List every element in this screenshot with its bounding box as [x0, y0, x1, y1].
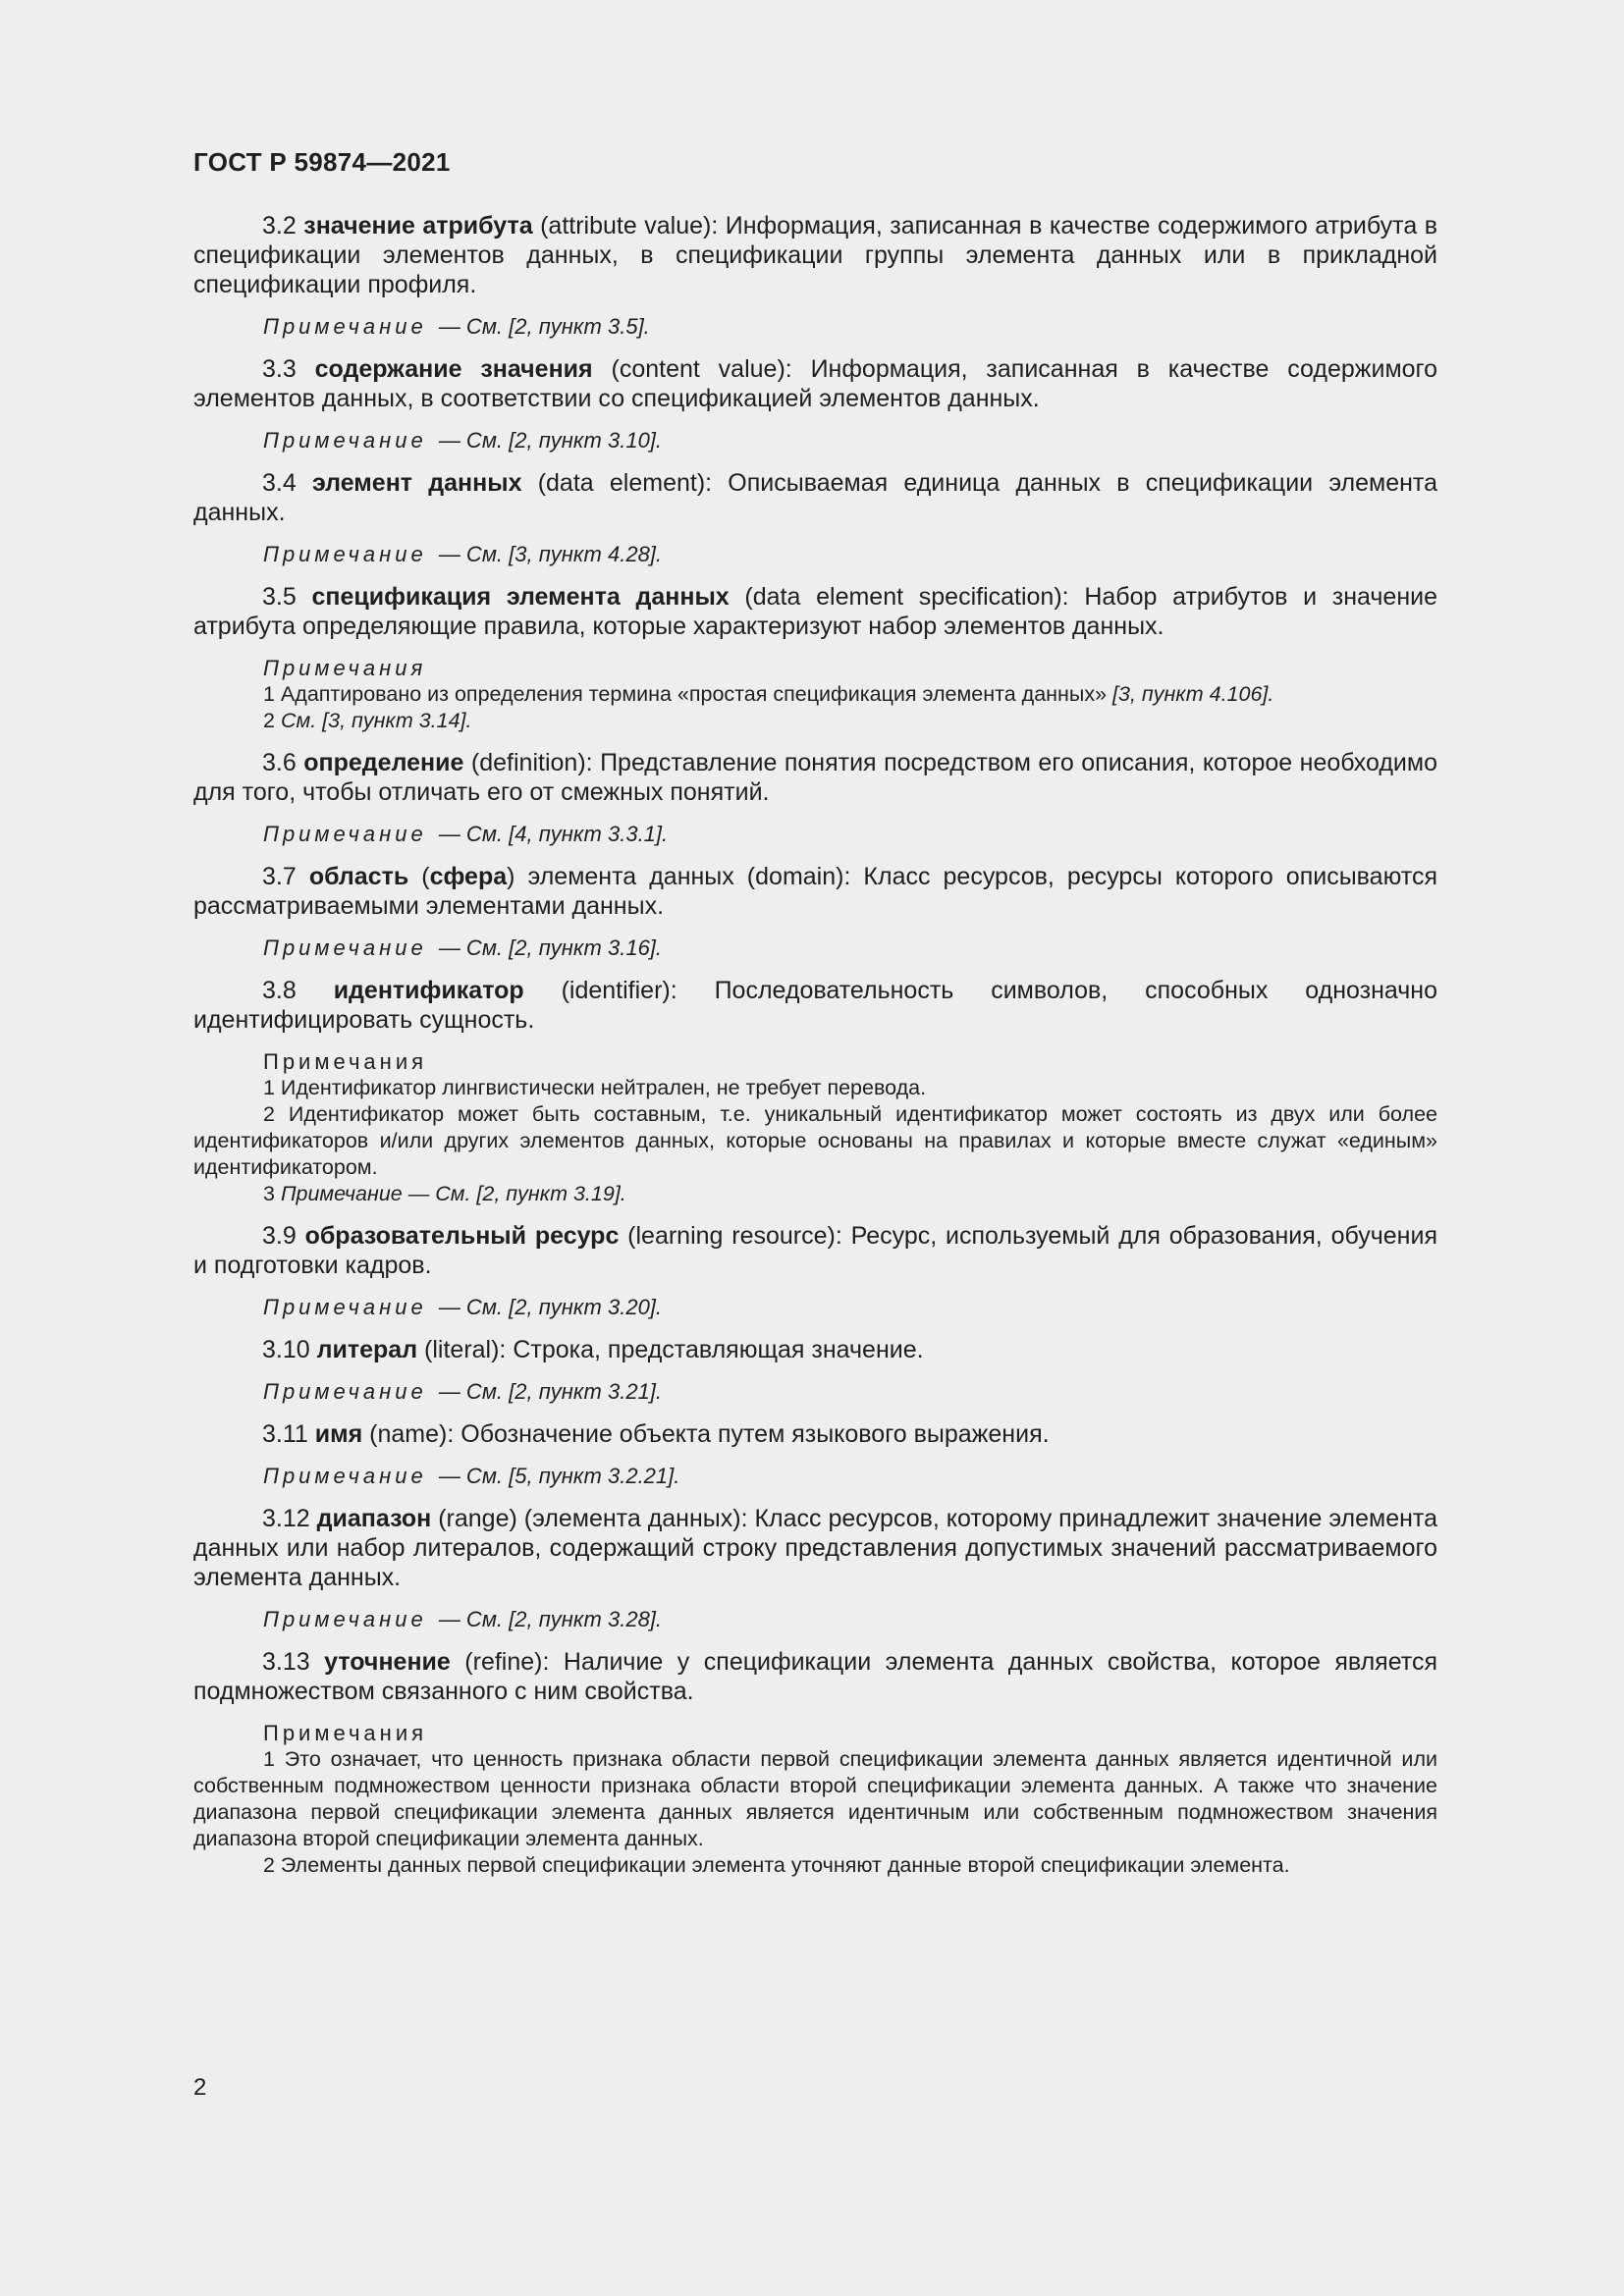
term-text: (refine): Наличие у спецификации элемента данных свойства, которое является подмножеством связанного с ним свойства. [193, 1648, 1437, 1705]
term-note [193, 541, 1437, 567]
term-name: сфера [429, 863, 508, 890]
note-item-text: 1 Идентификатор лингвистически нейтрален, не требует перевода. [263, 1076, 927, 1099]
term-definition [193, 1221, 1437, 1280]
note-text: — См. [4, пункт 3.3.1]. [432, 822, 669, 846]
term-name: определение [303, 749, 464, 776]
term-definition [193, 748, 1437, 807]
term-name: идентификатор [333, 977, 524, 1004]
note-item-text: 3 [263, 1182, 281, 1205]
note-text: — См. [2, пункт 3.10]. [432, 428, 663, 453]
term-definition [193, 1335, 1437, 1364]
term-notes [193, 1720, 1437, 1879]
term-note [193, 1378, 1437, 1405]
term-text: (data element specification): Набор атрибутов и значение атрибута определяющие правила, которые характеризуют набор элементов данных. [193, 583, 1438, 640]
note-item [193, 708, 1437, 734]
note-item [193, 1852, 1437, 1879]
term-text: (identifier): Последовательность символов, способных однозначно идентифицировать сущность. [193, 977, 1437, 1034]
note-label: Примечание [263, 314, 427, 339]
note-label: Примечание [263, 542, 427, 566]
note-item [193, 1746, 1437, 1852]
term-number: 3.12 [262, 1505, 310, 1532]
term-name: литерал [316, 1336, 418, 1363]
note-label: Примечание [263, 822, 427, 846]
note-item-text: 2 Идентификатор может быть составным, т.е. уникальный идентификатор может состоять из двух или более идентификаторов и/или других элементов данных, которые основаны на правилах и которые вместе служат «единым» идентификатором. [193, 1102, 1437, 1179]
note-label: Примечание [263, 935, 427, 960]
page-number: 2 [193, 2074, 207, 2101]
note-item [193, 681, 1437, 708]
note-item-ref: [3, пункт 4.106]. [1112, 682, 1274, 706]
term-note [193, 1606, 1437, 1632]
note-text: — См. [2, пункт 3.20]. [432, 1295, 663, 1319]
note-item-text: 1 Адаптировано из определения термина «простая спецификация элемента данных» [263, 682, 1113, 706]
note-text: — См. [3, пункт 4.28]. [432, 542, 663, 566]
note-label: Примечание [263, 1295, 427, 1319]
term-number: 3.9 [262, 1222, 297, 1250]
term-text: (name): Обозначение объекта путем языкового выражения. [362, 1420, 1050, 1448]
term-text: (range) (элемента данных): Класс ресурсов, которому принадлежит значение элемента данных или набор литералов, содержащий строку представления допустимых значений рассматриваемого элемента данных. [193, 1505, 1437, 1591]
note-text: — См. [5, пункт 3.2.21]. [432, 1464, 680, 1488]
term-definition [193, 1504, 1437, 1592]
term-text: (definition): Представление понятия посредством его описания, которое необходимо для того, чтобы отличать его от смежных понятий. [193, 749, 1437, 806]
term-number: 3.5 [262, 583, 297, 611]
term-text: элемента данных (domain): Класс ресурсов, ресурсы которого описываются рассматриваемыми элементами данных. [193, 863, 1437, 920]
notes-title: Примечания [263, 656, 427, 680]
notes-title: Примечания [263, 1721, 428, 1745]
term-text: (literal): Строка, представляющая значение. [417, 1336, 924, 1363]
term-number: 3.8 [262, 977, 297, 1004]
term-notes [193, 655, 1437, 734]
note-item-text: 2 Элементы данных первой спецификации элемента уточняют данные второй спецификации элемента. [263, 1853, 1290, 1877]
note-text: — См. [2, пункт 3.21]. [432, 1379, 663, 1404]
term-punct: ( [408, 863, 430, 890]
note-text: — См. [2, пункт 3.28]. [432, 1607, 663, 1631]
notes-title: Примечания [263, 1049, 428, 1074]
term-number: 3.3 [262, 355, 297, 383]
term-definition [193, 468, 1437, 527]
term-text: (content value): Информация, записанная в качестве содержимого элементов данных, в соответствии со спецификацией элементов данных. [193, 355, 1438, 412]
term-name: уточнение [324, 1648, 451, 1676]
term-definition [193, 976, 1437, 1035]
term-number: 3.7 [262, 863, 297, 890]
term-notes [193, 1048, 1437, 1207]
note-label: Примечание [263, 1464, 427, 1488]
note-text: — См. [2, пункт 3.5]. [432, 314, 650, 339]
term-text: (learning resource): Ресурс, используемый для образования, обучения и подготовки кадров. [193, 1222, 1437, 1279]
term-text: (attribute value): Информация, записанная в качестве содержимого атрибута в спецификации элементов данных, в спецификации группы элемента данных или в прикладной спецификации профиля. [193, 212, 1437, 298]
document-header: ГОСТ Р 59874—2021 [193, 147, 451, 177]
note-label: Примечание [263, 1607, 427, 1631]
note-item-ref: Примечание — См. [2, пункт 3.19]. [280, 1182, 626, 1205]
term-number: 3.2 [262, 212, 297, 240]
term-name: содержание значения [314, 355, 593, 383]
term-definition [193, 354, 1437, 413]
note-item [193, 1101, 1437, 1181]
note-item [193, 1181, 1437, 1207]
term-name: имя [314, 1420, 363, 1448]
term-number: 3.6 [262, 749, 297, 776]
note-item-text: 1 Это означает, что ценность признака области первой спецификации элемента данных является идентичной или собственным подмножеством ценности признака области второй спецификации элемента данных. А также что значение диапазона первой спецификации элемента данных является идентичным или собственным подмножеством значения диапазона второй спецификации элемента данных. [193, 1747, 1437, 1850]
term-name: спецификация элемента данных [311, 583, 730, 611]
term-name: образовательный ресурс [304, 1222, 620, 1250]
terms-section [193, 211, 1437, 1879]
term-number: 3.11 [262, 1420, 308, 1448]
term-name: диапазон [316, 1505, 432, 1532]
note-text: — См. [2, пункт 3.16]. [432, 935, 663, 960]
term-name: значение атрибута [303, 212, 533, 240]
term-note [193, 821, 1437, 847]
term-name: область [308, 863, 409, 890]
term-note [193, 1294, 1437, 1320]
note-item-text: 2 [263, 709, 281, 732]
term-note [193, 427, 1437, 454]
term-punct: ) [507, 863, 515, 890]
note-label: Примечание [263, 428, 427, 453]
term-note [193, 313, 1437, 340]
term-definition [193, 1647, 1437, 1706]
term-note [193, 934, 1437, 961]
term-definition [193, 582, 1437, 641]
term-number: 3.13 [262, 1648, 310, 1676]
term-definition [193, 1419, 1437, 1449]
term-text: (data element): Описываемая единица данных в спецификации элемента данных. [193, 469, 1438, 526]
note-item [193, 1075, 1437, 1101]
term-name: элемент данных [311, 469, 522, 497]
term-number: 3.4 [262, 469, 297, 497]
term-note [193, 1463, 1437, 1489]
term-number: 3.10 [262, 1336, 310, 1363]
term-definition [193, 862, 1437, 921]
term-definition [193, 211, 1437, 299]
note-label: Примечание [263, 1379, 427, 1404]
note-item-ref: См. [3, пункт 3.14]. [280, 709, 472, 732]
